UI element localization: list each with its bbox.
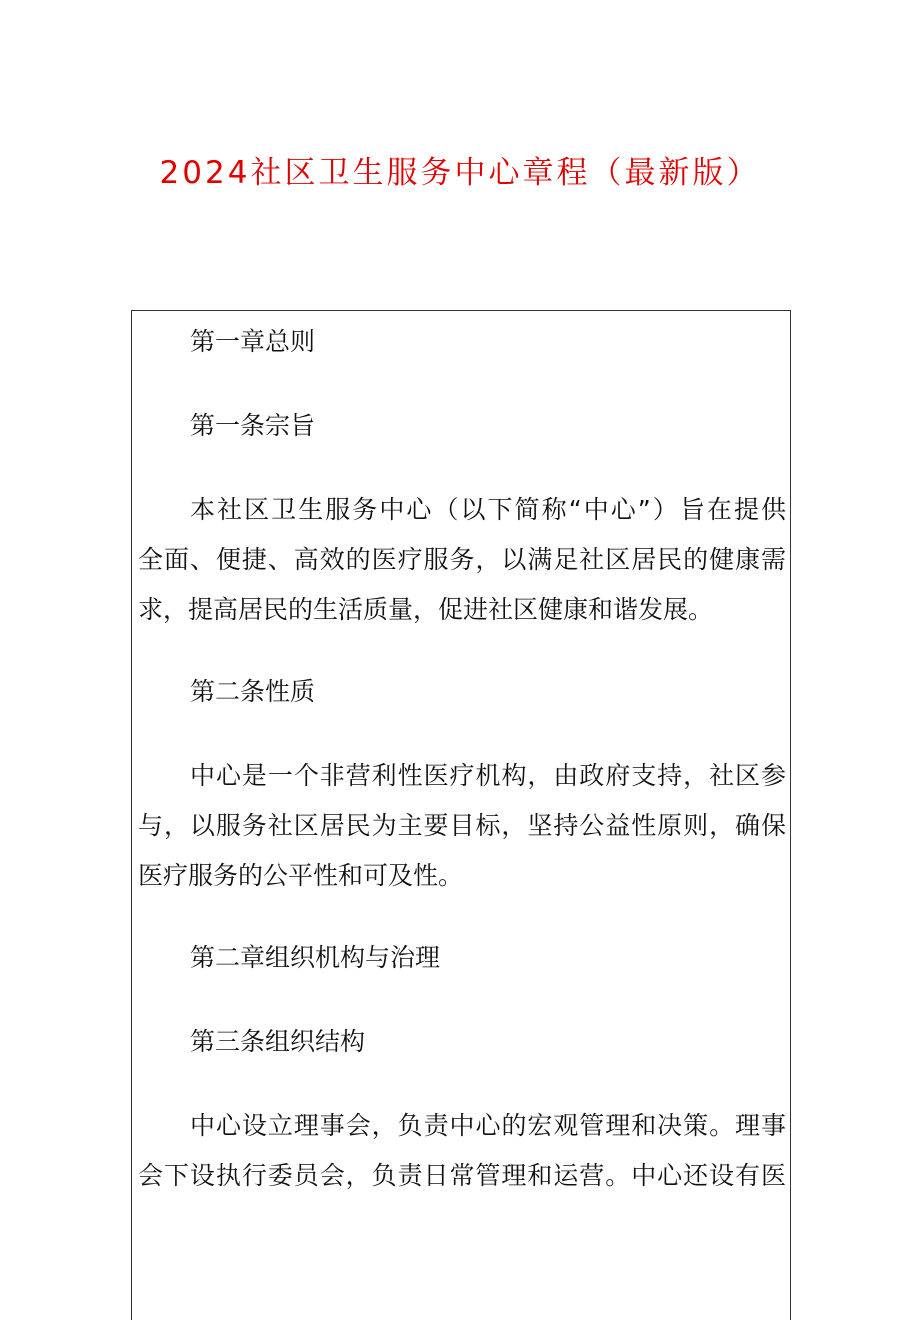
paragraph-line: 会下设执行委员会，负责日常管理和运营。中心还设有医 — [138, 1161, 786, 1190]
article-2-heading: 第二条性质 — [190, 677, 316, 706]
paragraph-line: 全面、便捷、高效的医疗服务，以满足社区居民的健康需 — [138, 545, 786, 574]
paragraph-line: 本社区卫生服务中心（以下简称“中心”）旨在提供 — [190, 495, 786, 524]
paragraph-line: 中心是一个非营利性医疗机构，由政府支持，社区参 — [190, 761, 786, 790]
chapter-2-heading: 第二章组织机构与治理 — [190, 943, 441, 972]
document-title: 2024社区卫生服务中心章程（最新版） — [159, 155, 761, 191]
article-1-heading: 第一条宗旨 — [190, 411, 316, 440]
paragraph-line: 求，提高居民的生活质量，促进社区健康和谐发展。 — [138, 595, 714, 624]
content-frame — [131, 310, 791, 1320]
paragraph-line: 中心设立理事会，负责中心的宏观管理和决策。理事 — [190, 1111, 786, 1140]
chapter-1-heading: 第一章总则 — [190, 327, 316, 356]
paragraph-line: 医疗服务的公平性和可及性。 — [138, 861, 464, 890]
paragraph-line: 与，以服务社区居民为主要目标，坚持公益性原则，确保 — [138, 811, 786, 840]
article-3-heading: 第三条组织结构 — [190, 1027, 366, 1056]
